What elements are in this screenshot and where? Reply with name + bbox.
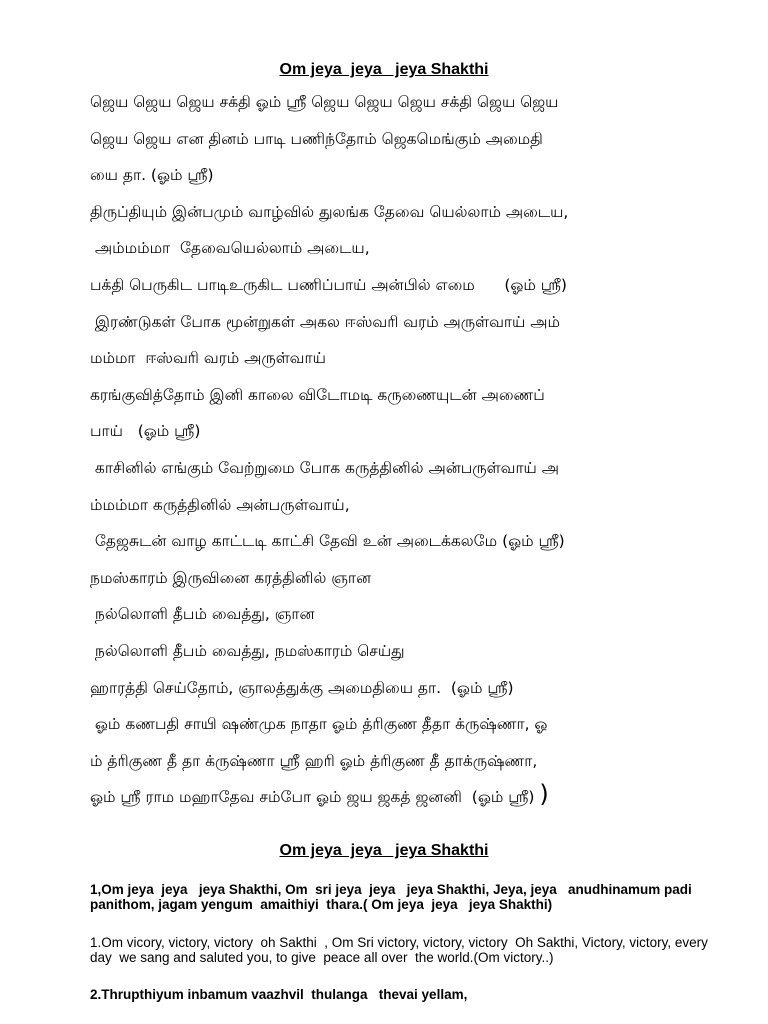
tamil-lyrics: [90, 88, 730, 820]
song-title: Om jeya jeya jeya Shakthi: [279, 61, 489, 78]
lyric-line: தேஜசுடன் வாழ காட்டடி காட்சி தேவி உன் அடைக்கலமே (ஓம் ஸ்ரீ): [90, 532, 565, 551]
lyric-line: பாய் (ஓம் ஸ்ரீ): [90, 422, 201, 441]
lyric-line: ம் த்ரிகுண தீ தா க்ருஷ்ணா ஸ்ரீ ஹரி ஓம் த்ரிகுண தீ தாக்ருஷ்ணா,: [90, 751, 538, 770]
lyric-line: ஜெய ஜெய என தினம் பாடி பணிந்தோம் ஜெகமெங்கும் அமைதி: [90, 129, 543, 148]
translation-verse-1: 1.Om vicory, victory, victory oh Sakthi , Om Sri victory, victory, victory Oh Sakthi, Victory, victory, every day we sang and saluted you, to give peace all over the world.(Om victory..): [90, 935, 712, 965]
closing-paren: ): [539, 780, 549, 809]
lyric-line: மம்மா ஈஸ்வரி வரம் அருள்வாய்: [90, 349, 326, 368]
lyric-line: காசினில் எங்கும் வேற்றுமை போக கருத்தினில் அன்பருள்வாய் அ: [90, 458, 559, 477]
lyric-line: நமஸ்காரம் இருவினை கரத்தினில் ஞான: [90, 568, 372, 587]
lyric-line: இரண்டுகள் போக மூன்றுகள் அகல ஈஸ்வரி வரம் அருள்வாய் அம்: [90, 312, 560, 331]
lyric-line: திருப்தியும் இன்பமும் வாழ்வில் துலங்க தேவை யெல்லாம் அடைய,: [90, 202, 569, 221]
lyric-line: நல்லொளி தீபம் வைத்து, ஞான: [90, 605, 315, 624]
song-title-english: Om jeya jeya jeya Shakthi: [279, 842, 489, 859]
lyric-line-last: [90, 780, 730, 820]
lyric-line: நல்லொளி தீபம் வைத்து, நமஸ்காரம் செய்து: [90, 641, 405, 660]
lyric-line: கரங்குவித்தோம் இனி காலை விடோமடி கருணையுடன் அணைப்: [90, 385, 545, 404]
lyric-line: ஓம் கணபதி சாயி ஷண்முக நாதா ஓம் த்ரிகுண தீதா க்ருஷ்ணா, ஓ: [90, 715, 548, 734]
lyric-line: யை தா. (ஓம் ஸ்ரீ): [90, 166, 214, 185]
lyric-line: அம்மம்மா தேவையெல்லாம் அடைய,: [90, 239, 370, 258]
transliteration-verse-2: 2.Thrupthiyum inbamum vaazhvil thulanga thevai yellam,: [90, 987, 468, 1002]
lyric-line: ம்மம்மா கருத்தினில் அன்பருள்வாய்,: [90, 495, 350, 514]
lyric-line-text: ஓம் ஸ்ரீ ராம மஹாதேவ சம்போ ஓம் ஜய ஜகத் ஜனனி (ஓம் ஸ்ரீ): [90, 788, 540, 807]
transliteration-verse-1: 1,Om jeya jeya jeya Shakthi, Om sri jeya jeya jeya Shakthi, Jeya, jeya anudhinamum padi panithom, jagam yengum amaithiyi thara.( Om jeya jeya jeya Shakthi): [90, 882, 696, 912]
lyric-line: பக்தி பெருகிட பாடிஉருகிட பணிப்பாய் அன்பில் எமை (ஓம் ஸ்ரீ): [90, 275, 567, 294]
lyric-line: ஜெய ஜெய ஜெய சக்தி ஓம் ஸ்ரீ ஜெய ஜெய ஜெய சக்தி ஜெய ஜெய: [90, 93, 559, 111]
lyric-line: ஹாரத்தி செய்தோம், ஞாலத்துக்கு அமைதியை தா. (ஓம் ஸ்ரீ): [90, 678, 514, 697]
